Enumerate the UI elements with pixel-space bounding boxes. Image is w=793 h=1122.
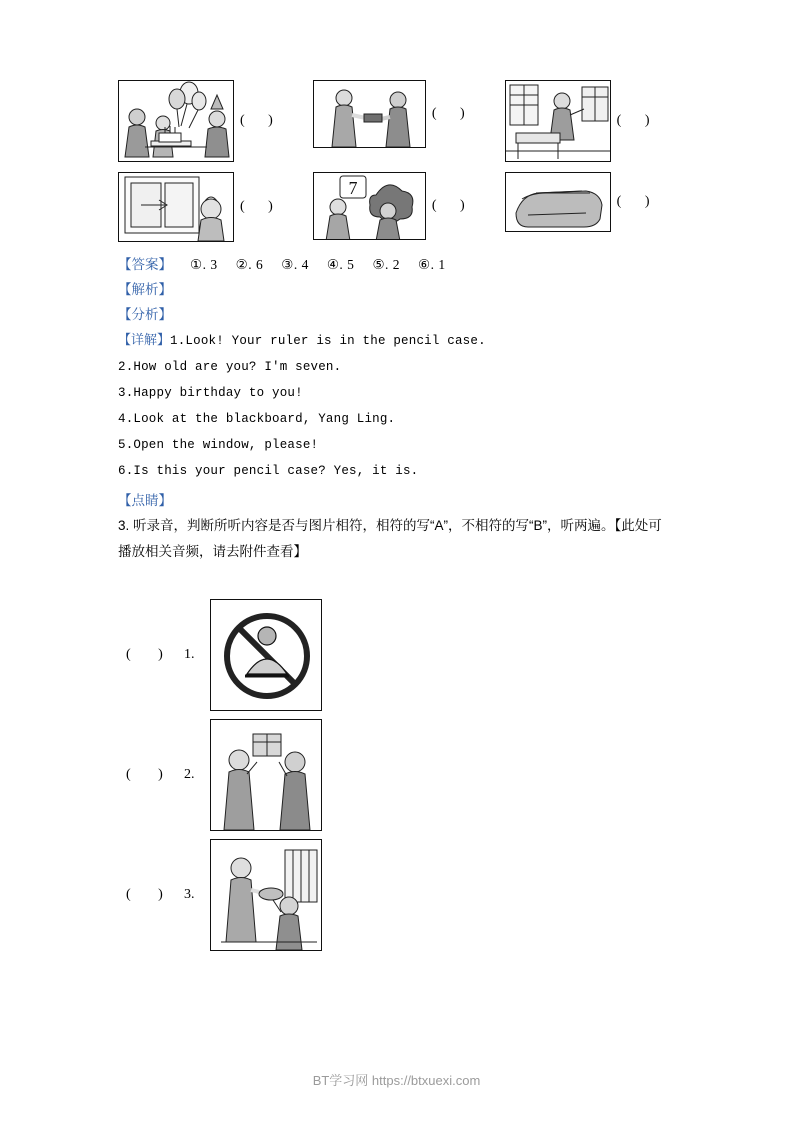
birthday-scene-illustration [119,81,234,162]
lower-row-2 [118,719,678,831]
answer-paren-1: ( ) [240,113,283,128]
answer-line [118,252,678,277]
lower-picture-list [118,599,678,951]
dianjing-label: 【点睛】 [118,493,172,508]
picture-cell-3 [505,80,666,162]
lower-answer-paren-1: ( ) [126,647,175,662]
lower-row-1 [118,599,678,711]
analysis-label: 【解析】 [118,282,172,297]
lower-item-number-2: 2. [184,767,195,782]
answer-item-4: ④. 5 [326,257,355,272]
answer-paren-5: ( ) [431,198,475,213]
picture-cell-5 [313,172,481,240]
detail-text-6: 6.Is this your pencil case? Yes, it is. [118,464,419,478]
detail-text-5: 5.Open the window, please! [118,438,319,452]
classroom-blackboard-illustration [506,81,611,162]
answer-paren-6: ( ) [616,194,660,209]
picture-cell-2 [313,80,481,148]
picture-two-boys-with-gift-box [210,719,322,831]
picture-boy-giving-bread-to-child-by-window [210,839,322,951]
lower-answer-paren-2: ( ) [126,767,175,782]
picture-boy-giving-pencil-case-to-girl [313,80,426,148]
detail-row-1 [118,327,678,354]
lower-item-number-1: 1. [184,647,195,662]
picture-birthday-balloons-cake-scene [118,80,234,162]
picture-row-2 [118,172,678,242]
detail-text-1: 1.Look! Your ruler is in the pencil case. [170,334,486,348]
picture-boy-pointing-at-blackboard-in-classroom [505,80,611,162]
answer-label: 【答案】 [118,257,172,272]
detail-label: 【详解】 [118,332,171,347]
number-seven-illustration [314,173,426,240]
gift-box-illustration [211,720,322,831]
answer-paren-4: ( ) [240,199,283,214]
picture-row-1 [118,80,678,162]
sharing-bread-illustration [211,840,322,951]
open-window-illustration [119,173,234,242]
detail-text-3: 3.Happy birthday to you! [118,386,303,400]
no-eating-sign-illustration [211,600,322,711]
picture-two-children-number-seven-balloon [313,172,426,240]
svg-text:7: 7 [348,178,358,198]
picture-cell-6 [505,172,666,232]
picture-no-eating-prohibition-sign [210,599,322,711]
lower-answer-paren-3: ( ) [126,887,175,902]
fenxi-label: 【分析】 [118,307,172,322]
lower-row-3 [118,839,678,951]
lower-item-number-3: 3. [184,887,195,902]
answer-item-1: ①. 3 [190,257,218,272]
answer-item-3: ③. 4 [281,257,309,272]
picture-cell-4 [118,172,289,242]
answer-paren-2: ( ) [431,106,475,121]
detail-text-2: 2.How old are you? I'm seven. [118,360,342,374]
answer-item-6: ⑥. 1 [418,257,446,272]
footer-watermark: BT学习网 https://btxuexi.com [312,1073,481,1088]
picture-pencil-case-with-ruler [505,172,611,232]
question-3-text: 3. 听录音，判断所听内容是否与图片相符，相符的写“A”，不相符的写“B”，听两遍。【此处可播放相关音频，请去附件查看】 [118,518,662,559]
answer-item-5: ⑤. 2 [372,257,401,272]
document-content [118,80,678,959]
picture-girl-opening-window [118,172,234,242]
answer-paren-3: ( ) [616,113,660,128]
detail-text-4: 4.Look at the blackboard, Yang Ling. [118,412,396,426]
picture-cell-1 [118,80,289,162]
pencil-case-illustration [506,173,611,232]
pencil-case-exchange-illustration [314,81,426,148]
answer-item-2: ②. 6 [235,257,264,272]
